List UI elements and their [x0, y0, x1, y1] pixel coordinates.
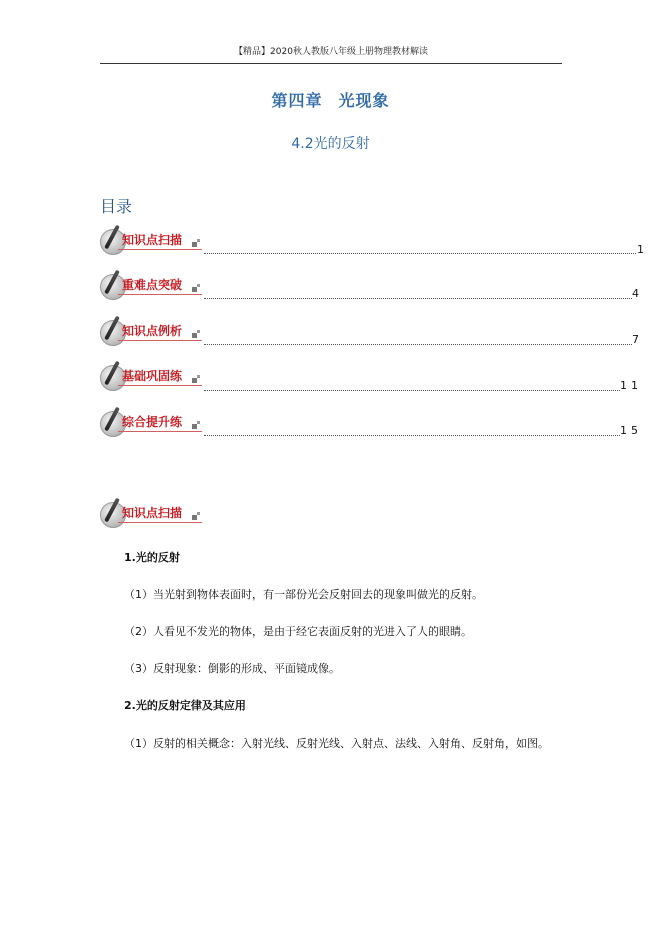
toc-item-badge[interactable] — [100, 408, 204, 438]
toc-page-number[interactable]: 1 — [637, 243, 648, 256]
item1-paragraph-1: （1）当光射到物体表面时，有一部份光会反射回去的现象叫做光的反射。 — [124, 588, 483, 601]
toc-leader — [204, 298, 632, 299]
toc-item-label: 综合提升练 — [122, 415, 183, 429]
item1-paragraph-3: （3）反射现象：倒影的形成、平面镜成像。 — [124, 662, 340, 675]
page-header: 【精品】2020秋人教版八年级上册物理教材解读 — [234, 47, 428, 57]
toc-page-number[interactable]: 7 — [632, 333, 643, 346]
toc-item-badge[interactable] — [100, 362, 204, 392]
toc-item-badge[interactable] — [100, 226, 204, 256]
toc-leader — [204, 344, 632, 345]
item2-title: 2.光的反射定律及其应用 — [124, 699, 246, 712]
toc-item-label: 知识点扫描 — [122, 233, 183, 247]
chapter-number: 第四章 — [271, 91, 323, 110]
chapter-title — [0, 88, 661, 111]
toc-page-number[interactable]: 4 — [632, 287, 643, 300]
toc-page-number[interactable]: 15 — [620, 424, 642, 437]
section-title: 4.2光的反射 — [291, 136, 370, 152]
section-badge — [100, 499, 204, 529]
chapter-name: 光现象 — [338, 91, 390, 110]
item1-paragraph-2: （2）人看见不发光的物体，是由于经它表面反射的光进入了人的眼睛。 — [124, 625, 472, 638]
item1-title: 1.光的反射 — [124, 551, 180, 564]
toc-leader — [204, 253, 636, 254]
item2-paragraph-1: （1）反射的相关概念：入射光线、反射光线、入射点、法线、入射角、反射角，如图。 — [124, 737, 549, 750]
toc-leader — [204, 435, 620, 436]
header-divider — [100, 63, 562, 64]
toc-item-label: 重难点突破 — [122, 278, 183, 292]
toc-heading: 目录 — [100, 197, 133, 216]
toc-item-badge[interactable] — [100, 317, 204, 347]
toc-item-label: 知识点例析 — [122, 324, 183, 338]
toc-item-badge[interactable] — [100, 271, 204, 301]
section-badge-label: 知识点扫描 — [122, 506, 183, 520]
toc-item-label: 基础巩固练 — [122, 369, 183, 383]
toc-page-number[interactable]: 11 — [620, 379, 642, 392]
toc-leader — [204, 390, 620, 391]
